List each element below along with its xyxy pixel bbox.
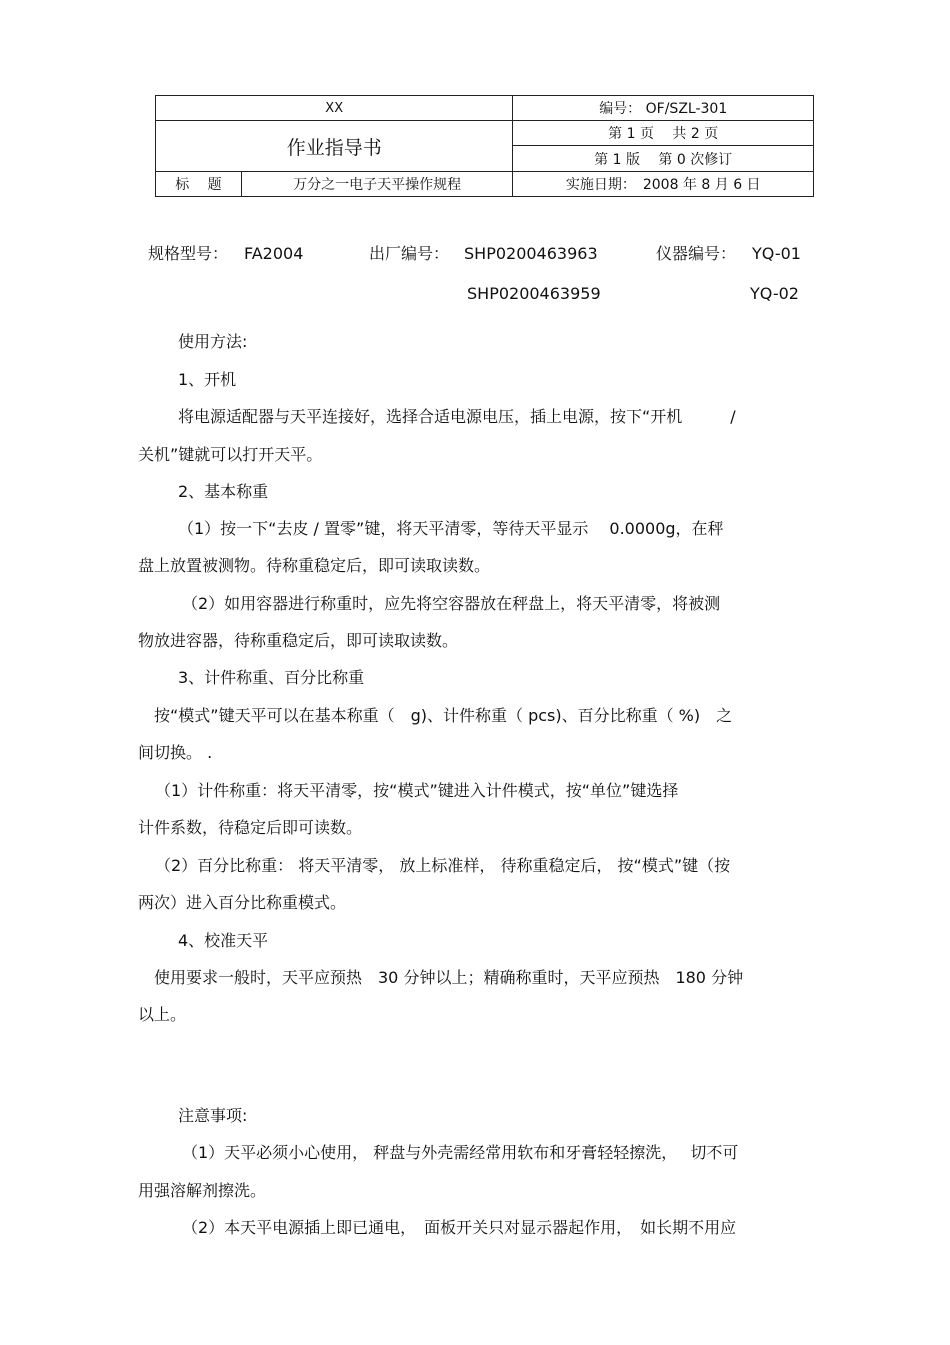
serial-number-1: SHP0200463963 (464, 244, 598, 263)
section-calibration-heading: 4、校准天平 (178, 931, 269, 950)
subject-label: 标 题 (156, 172, 242, 197)
paragraph-line: 盘上放置被测物。待称重稳定后，即可读取读数。 (138, 556, 491, 575)
paragraph-line: （2）如用容器进行称重时，应先将空容器放在秤盘上，将天平清零，将被测 (182, 594, 721, 613)
instrument-number-1: YQ-01 (752, 244, 801, 263)
paragraph-line: 间切换。 . (138, 743, 213, 762)
paragraph-line: 用强溶解剂擦洗。 (138, 1181, 267, 1200)
paragraph-line: 关机”键就可以打开天平。 (138, 445, 323, 464)
section-basic-weighing-heading: 2、基本称重 (178, 482, 269, 501)
instrument-label: 仪器编号： (656, 244, 737, 263)
paragraph-line: （1）按一下“去皮 / 置零”键，将天平清零，等待天平显示 0.0000g，在秤 (178, 519, 724, 538)
document-title: 作业指导书 (156, 121, 513, 172)
paragraph-line: （2）本天平电源插上即已通电， 面板开关只对显示器起作用， 如长期不用应 (182, 1218, 737, 1237)
section-usage-heading: 使用方法: (178, 332, 248, 351)
section-counting-heading: 3、计件称重、百分比称重 (178, 668, 365, 687)
paragraph-line: 物放进容器，待称重稳定后，即可读取读数。 (138, 631, 459, 650)
paragraph-line: （2）百分比称重： 将天平清零， 放上标准样， 待称重稳定后， 按“模式”键（按 (155, 856, 731, 875)
serial-number-2: SHP0200463959 (467, 284, 601, 303)
section-power-on-heading: 1、开机 (178, 370, 237, 389)
paragraph-line: （1）计件称重：将天平清零，按“模式”键进入计件模式，按“单位”键选择 (155, 781, 679, 800)
model-value: FA2004 (244, 244, 304, 263)
header-table (155, 95, 814, 197)
paragraph-line: 计件系数，待稳定后即可读数。 (138, 818, 363, 837)
company-name: XX (156, 96, 513, 121)
paragraph-line: 将电源适配器与天平连接好，选择合适电源电压，插上电源，按下“开机 / (178, 407, 736, 426)
page-info: 第 1 页 共 2 页 (513, 121, 814, 146)
paragraph-line: 使用要求一般时，天平应预热 30 分钟以上；精确称重时，天平应预热 180 分钟 (154, 968, 744, 987)
paragraph-line: （1）天平必须小心使用， 秤盘与外壳需经常用软布和牙膏轻轻擦洗， 切不可 (182, 1143, 739, 1162)
paragraph-line: 按“模式”键天平可以在基本称重（ g)、计件称重（ pcs)、百分比称重（ %) 之 (154, 706, 733, 725)
paragraph-line: 两次）进入百分比称重模式。 (138, 893, 347, 912)
paragraph-line: 以上。 (138, 1005, 187, 1024)
section-notes-heading: 注意事项: (178, 1106, 248, 1125)
subject-value: 万分之一电子天平操作规程 (241, 172, 513, 197)
effective-date: 实施日期： 2008 年 8 月 6 日 (513, 172, 814, 197)
version-info: 第 1 版 第 0 次修订 (513, 146, 814, 172)
document-number: 编号： OF/SZL-301 (513, 96, 814, 121)
serial-label: 出厂编号： (369, 244, 450, 263)
model-label: 规格型号： (148, 244, 229, 263)
instrument-number-2: YQ-02 (750, 284, 799, 303)
